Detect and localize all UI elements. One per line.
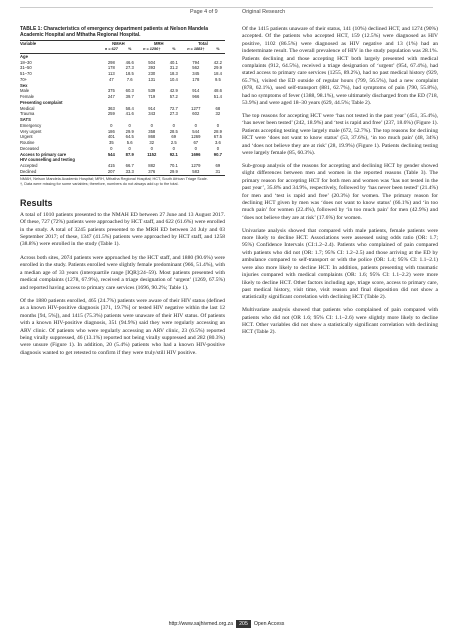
table-cell: 69 [171, 134, 177, 140]
table-cell: 90.7 [213, 151, 222, 157]
table-cell: 247 [107, 94, 115, 100]
page-indicator: Page 4 of 9 [190, 9, 218, 15]
left-paragraph: Across both sites, 2074 patients were approached by the HCT staff, and 1880 (90.6%) were enrolled in the study. Patients enrolled were slightly female predominant (966, 51.4%), with a median age of 33 years (interquartile range [IQR]:24–59). Most patients presented with medical complaints (1278, 67.9%), received a triage designation of ‘urgent’ (1269, 67.5%) and reported having access to primary care services (1696, 90.2%; Table 1). [20, 254, 225, 291]
table-cell: 0 [172, 145, 175, 151]
table-cell: 914 [148, 105, 156, 111]
table-cell: 343 [148, 111, 156, 117]
table-cell: 186 [107, 128, 115, 134]
table-row [20, 169, 225, 175]
table-cell: 868 [148, 134, 156, 140]
sub-header: n = 1883† [187, 47, 205, 52]
table-cell: 298 [107, 59, 115, 65]
table-cell: 602 [192, 111, 200, 117]
table-cell: 27.3 [169, 111, 178, 117]
table-cell: 0 [150, 145, 153, 151]
table-cell: 29.9 [125, 128, 134, 134]
table-cell: 32 [149, 140, 155, 146]
row-label: Presenting complaint [20, 99, 63, 105]
table-cell: 7.6 [126, 76, 133, 82]
table-cell: 1152 [147, 151, 157, 157]
table-body [20, 53, 225, 175]
table-cell: 415 [107, 163, 115, 169]
row-label: Sex [20, 82, 28, 88]
table-cell: 31 [215, 168, 221, 174]
table-cell: 719 [148, 94, 156, 100]
table-cell: 60.3 [125, 88, 134, 94]
table-cell: 40.1 [169, 59, 178, 65]
table-caption: TABLE 1: Characteristics of emergency department patients at Nelson Mandela Academic Hospital and Mthatha Regional Hospital. [20, 26, 209, 39]
right-paragraph: Sub-group analysis of the reasons for accepting and declining HCT by gender showed slight differences between men and women in the reported reasons (Table 3). The primary reason for accepting HCT for both men and women was ‘has not tested in the past year’, 35.8% and 34.9%, respectively, followed by ‘has never been tested’ (21.4%) for men and ‘test is rapid and free’ (20.3%) for women. The primary reason for declining HCT given by men was ‘does not want to know status’ (66.1%) and ‘in too much pain’ for women (22.4%), followed by ‘in too much pain’ for men (42.9%) and ‘does not believe they are at risk’ (17.6%) for women. [242, 162, 438, 221]
table-cell: 46.6 [125, 59, 134, 65]
table-cell: 207 [107, 168, 115, 174]
table-cell: 28.9 [213, 128, 222, 134]
table-cell: 3.6 [214, 140, 221, 146]
table-cell: 57.2 [169, 94, 178, 100]
table-cell: 794 [192, 59, 200, 65]
table-cell: 1269 [191, 134, 201, 140]
table-cell: 401 [107, 134, 115, 140]
row-label: 31–50 [20, 65, 32, 71]
table-cell: 67.5 [213, 134, 222, 140]
table-cell: 51.4 [213, 94, 222, 100]
table-cell: 41.6 [125, 111, 134, 117]
table-cell: 9.5 [214, 76, 221, 82]
table-cell: 358 [148, 128, 156, 134]
table-cell: 1277 [191, 105, 201, 111]
table-cell: 178 [192, 76, 200, 82]
row-label: Accepted [20, 163, 38, 169]
table-cell: 69 [215, 163, 221, 169]
table-cell: 544 [192, 128, 200, 134]
right-paragraph: Of the 1415 patients unaware of their status, 141 (10%) declined HCT, and 1274 (90%) accepted. Of the patients who accepted HCT, 159 (12.5%) were diagnosed as HIV positive, 1102 (86.5%) were diagnosed as HIV negative and 13 (1%) had an indeterminate result. The overall prevalence of HIV in the study population was 28.1%. Patients declining and those accepting HCT both largely presented with medical complaints (912, 64.5%), received a triage designation of ‘urgent’ (954, 67.4%), had stated access to primary care services (1255, 89.2%), had no past medical history (929, 65.7%), visited the ED outside of regular hours (799, 56.5%), had a new complaint (878, 62.1%), used self-transport (881, 62.7%), had symptoms of pain (790, 55.8%), had no symptoms of fever (1388, 98.1%), were ultimately discharged from the ED (718, 53.9%) and were aged 18–30 years (629, 44.5%; Table 2). [242, 26, 438, 107]
table-cell: 48.6 [213, 88, 222, 94]
sub-header: % [128, 47, 132, 52]
table-cell: 18.5 [125, 71, 134, 77]
table-cell: 0 [150, 122, 153, 128]
row-label: 51–70 [20, 71, 32, 77]
row-label: Very urgent [20, 128, 42, 134]
table-cell: 1279 [191, 163, 201, 169]
table-cell: 33.3 [125, 168, 134, 174]
table-cell: 10.4 [169, 76, 178, 82]
table-cell: 32 [215, 111, 221, 117]
table-cell: 70.1 [169, 163, 178, 169]
sub-header: n = 627 [104, 47, 118, 52]
table-cell: 259 [107, 111, 115, 117]
table-cell: 27.3 [125, 65, 134, 71]
row-label: HIV counselling and testing [20, 157, 75, 163]
table-cell: 0 [128, 145, 131, 151]
col-variable: Variable [20, 41, 37, 47]
characteristics-table [20, 40, 225, 175]
row-label: Trauma [20, 111, 35, 117]
table-cell: 504 [148, 59, 156, 65]
table-cell: 0 [194, 145, 197, 151]
footer-url[interactable]: http://www.sajhivmed.org.za [168, 621, 234, 627]
row-label: Male [20, 88, 30, 94]
table-cell: 376 [148, 168, 156, 174]
results-heading: Results [20, 197, 53, 208]
table-cell: 113 [108, 71, 115, 77]
table-cell: 47 [109, 76, 114, 82]
table-cell: 87.9 [125, 151, 134, 157]
table-footnote-2: †, Data were missing for some variables; therefore, numbers do not always add up to the total. [20, 182, 179, 187]
table-cell: 29.9 [169, 168, 178, 174]
table-cell: 375 [107, 88, 115, 94]
table-cell: 72.7 [169, 105, 178, 111]
footer-open-access: Open Access [253, 621, 285, 627]
table-cell: 345 [192, 71, 200, 77]
table-cell: 28.5 [169, 128, 178, 134]
table-cell: 178 [107, 65, 115, 71]
table-cell: 0 [194, 122, 197, 128]
table-cell: 0 [216, 145, 220, 151]
row-label: Declined [20, 168, 37, 174]
row-label: Emergency [20, 122, 42, 128]
left-paragraph: Of the 1880 patients enrolled, 465 (24.7%) patients were aware of their HIV status (defined as a known HIV-positive diagnosis [371, 19.7%] or tested HIV negative within the last 12 months [94, 5%]), and 1415 (75.3%) patients were unaware of their HIV status. Of patients with a known HIV-positive diagnosis, 351 (94.9%) said they were regularly accessing an ARV clinic. Of patients who were regularly accessing an ARV clinic, 23 (6.5%) reported being virally suppressed, 46 (13.1%) reported not being virally suppressed and 282 (80.3%) were unsure (Figure 1). In addition, 20 (5.4%) patients who had a known HIV-positive diagnosis wanted to get retested to confirm if they were truly/still HIV positive. [20, 297, 225, 356]
table-cell: 882 [148, 163, 156, 169]
header-rule [20, 7, 433, 8]
row-label: 18–30 [20, 59, 32, 65]
table-cell: 363 [107, 105, 115, 111]
col-total: Total [198, 41, 208, 47]
table-cell: 0 [172, 122, 175, 128]
right-paragraph: Univariate analysis showed that compared with male patients, female patients were more likely to decline HCT. Associations were assessed using odds ratio (OR: 1.7; 95%) Confidence Intervals (CI:1.2–2.4). Patients who complained of pain compared with patients who did not (OR: 1.7; 95% CI: 1.2–2.5) and those arriving at the ED by ambulance compared to self-transport or with the police (OR: 1.4; 95% CI: 1.1–2.1) were also more likely to decline HCT. In addition, patients presenting with traumatic injuries compared with medical complaints (OR: 1.6; 95% CI: 1.1–2.2) were more likely to decline HCT. Other factors including age, triage score, access to primary care, past medical history, visit time, visit reason and final disposition did not show a statistically significant correlation with declining HCT (Table 2). [242, 227, 438, 301]
row-label: SATS [20, 117, 31, 123]
table-cell: 966 [192, 94, 200, 100]
table-cell: 5.6 [126, 140, 133, 146]
row-label: Age [20, 53, 28, 59]
row-label: 70+ [20, 76, 28, 82]
section-label: Original Research [242, 9, 286, 15]
table-cell: 42.2 [213, 59, 222, 65]
page-footer [0, 621, 453, 627]
table-cell: 914 [192, 88, 200, 94]
table-cell: 64.5 [125, 134, 134, 140]
table-cell: 0 [216, 122, 220, 128]
right-paragraph: The top reasons for accepting HCT were ‘has not tested in the past year’ (451, 35.4%), ‘has never been tested’ (242, 18.9%) and ‘test is rapid and free’ (237, 18.6%) (Figure 1). Patients accepting testing were largely male (672, 52.7%). The top reasons for declining HCT were ‘does not want to know status’ (53, 37.6%), ‘in too much pain’ (48, 34%) and ‘does not believe they are at risk’ (28, 19.9%) (Figure 1). Patients declining testing were largely female (85, 60.3%). [242, 112, 438, 156]
right-paragraph: Multivariate analysis showed that patients who complained of pain compared with patients who did not (OR 1.6; 95% CI: 1.1–2.6) were slightly more likely to decline HCT. Other variables did not show a statistically significant correlation with declining HCT (Table 2). [242, 307, 438, 336]
table-cell: 544 [107, 151, 115, 157]
col-nmah: NMAH [112, 41, 125, 47]
table-cell: 583 [192, 168, 200, 174]
row-label: Female [20, 94, 34, 100]
table-cell: 18.4 [213, 71, 222, 77]
table-cell: 31.2 [169, 65, 178, 71]
row-label: Routine [20, 140, 35, 146]
left-column [20, 26, 225, 363]
sub-header: n = 1256† [143, 47, 161, 52]
table-cell: 0 [110, 145, 113, 151]
table-cell: 39.7 [125, 94, 134, 100]
row-label: Medical [20, 105, 35, 111]
table-cell: 131 [148, 76, 156, 82]
table-cell: 1696 [191, 151, 201, 157]
table-cell: 230 [148, 71, 156, 77]
table-cell: 29.9 [213, 65, 222, 71]
table-cell: 66.7 [125, 163, 134, 169]
sub-header: % [172, 47, 176, 52]
table-cell: 18.3 [169, 71, 178, 77]
footer-page-number: 205 [236, 620, 251, 628]
table-cell: 2.5 [170, 140, 177, 146]
row-label: Urgent [20, 134, 33, 140]
table-cell: 58.4 [125, 105, 134, 111]
table-cell: 42.9 [169, 88, 178, 94]
sub-header: % [216, 47, 220, 52]
table-cell: 539 [148, 88, 156, 94]
table-cell: 35 [109, 140, 114, 146]
table-cell: 562 [192, 65, 200, 71]
table-cell: 68 [215, 105, 221, 111]
table-cell: 0 [110, 122, 113, 128]
table-cell: 393 [148, 65, 156, 71]
row-label: Access to primary care [20, 151, 67, 157]
table-cell: 92.1 [169, 151, 178, 157]
right-column [242, 26, 438, 342]
row-label: Deceased [20, 145, 39, 151]
table-cell: 67 [193, 140, 199, 146]
left-paragraph: A total of 1010 patients presented to the NMAH ED between 27 June and 13 August 2017. Of these, 727 (72%) patients were approached by HCT staff, and 622 (61.6%) were enrolled in the study. A total of 3245 patients presented to the MRH ED between 24 July and 03 September 2017; of these, 1347 (41.5%) patients were approached by HCT staff, and 1258 (38.8%) were enrolled in the study (Table 1). [20, 211, 225, 248]
col-mrh: MRH [154, 41, 164, 47]
table-footnote: NMAH, Nelson Mandela Academic Hospital; MRH, Mthatha Regional Hospital; HCT, South African Triage Scale. [20, 176, 208, 181]
table-cell: 0 [128, 122, 131, 128]
